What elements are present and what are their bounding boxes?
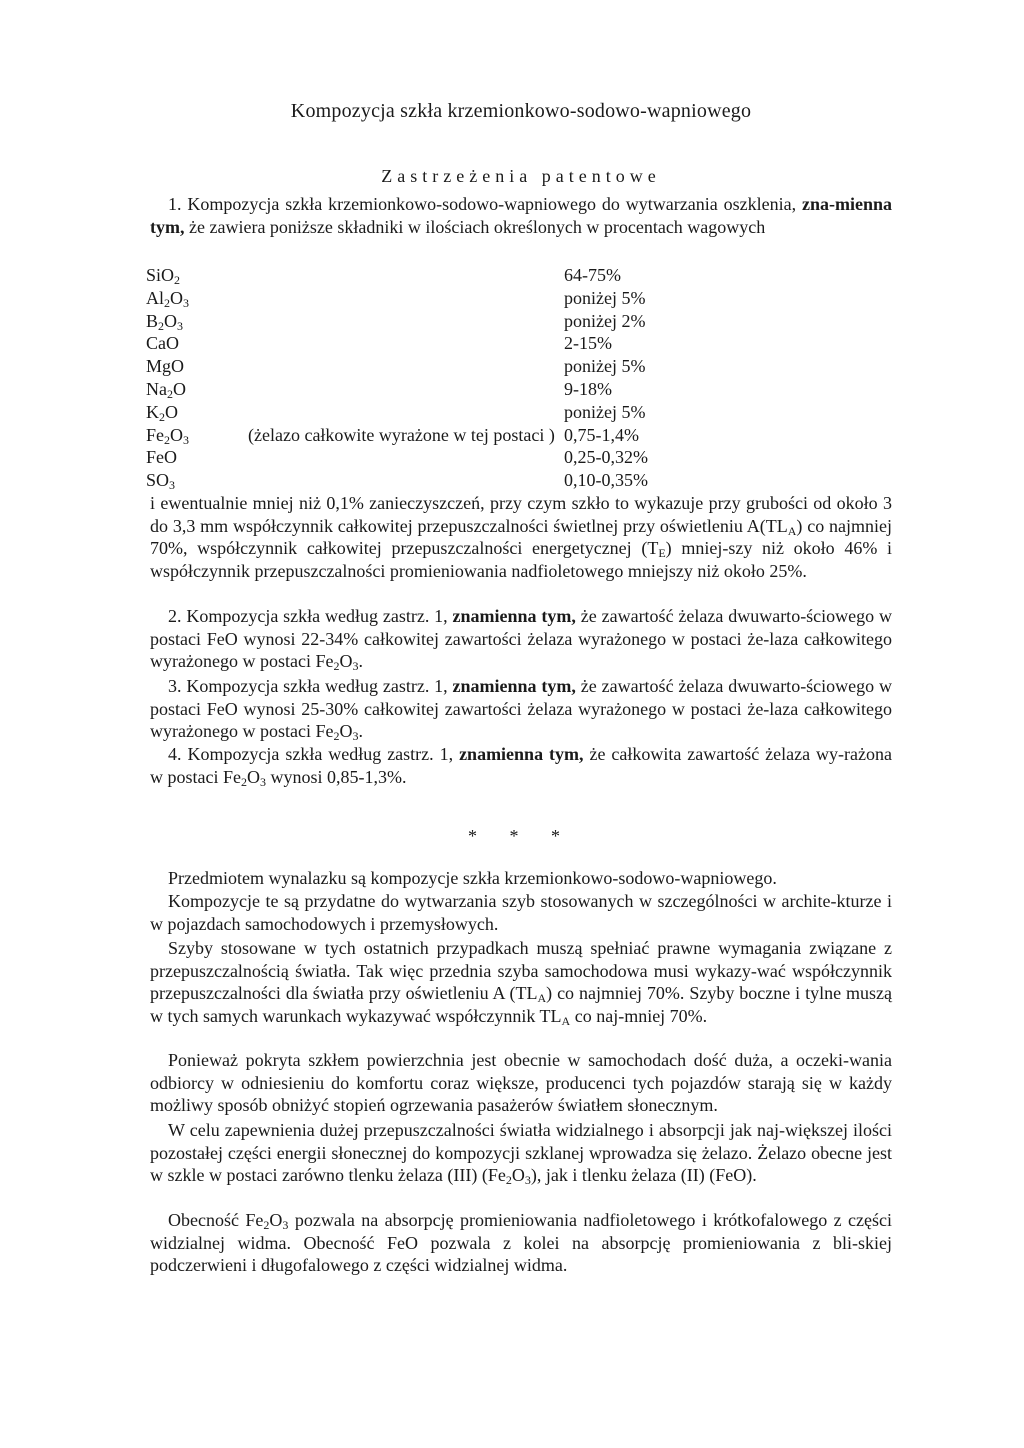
component-formula: $Fe_2O_3$	[146, 424, 189, 447]
claim-4: 4. Kompozycja szkła według zastrz. 1, znamienna tym, że całkowita zawartość żelaza wy-rażona w postaci $Fe_2O_3$ wynosi 0,85-1,3%.	[150, 744, 893, 789]
component-formula: $SO_3$	[146, 470, 176, 493]
composition-row	[146, 264, 892, 287]
claim-1-properties: i ewentualnie mniej niż 0,1% zanieczyszczeń, przy czym szkło to wykazuje przy grubości od około 3 do 3,3 mm współczynnik całkowitej przepuszczalności świetlnej przy oświetleniu $A(TL_A)$ co najmniej 70%, współczynnik całkowitej przepuszczalności energetycznej $(T_E)$ mniej-szy niż około 46% i współczynnik przepuszczalności promieniowania nadfioletowego mniejszy niż około 25%.	[150, 493, 892, 581]
claim-3: 3. Kompozycja szkła według zastrz. 1, znamienna tym, że zawartość żelaza dwuwarto-ściowego w postaci FeO wynosi 25-30% całkowitej zawartości żelaza wyrażonego w postaci że-laza całkowitego wyrażonego w postaci $Fe_2O_3$.	[150, 676, 893, 743]
component-value: 0,75-1,4%	[564, 424, 639, 445]
composition-row	[146, 332, 892, 355]
component-formula: FeO	[146, 447, 177, 468]
document-title: Kompozycja szkła krzemionkowo-sodowo-wapniowego	[290, 100, 752, 122]
component-formula: CaO	[146, 333, 179, 354]
component-formula: MgO	[146, 356, 185, 377]
component-value: 9-18%	[564, 378, 612, 399]
composition-row	[146, 446, 892, 469]
claim-2: 2. Kompozycja szkła według zastrz. 1, znamienna tym, że zawartość żelaza dwuwarto-ściowego w postaci FeO wynosi 22-34% całkowitej zawartości żelaza wyrażonego w postaci że-laza całkowitego wyrażonego w postaci $Fe_2O_3$.	[150, 606, 893, 673]
description-paragraph: Kompozycje te są przydatne do wytwarzania szyb stosowanych w szczególności w archite-kturze i w pojazdach samochodowych i przemysłowych.	[150, 891, 892, 934]
component-formula: SiO$_2$	[146, 265, 181, 287]
description-paragraph: Ponieważ pokryta szkłem powierzchnia jest obecnie w samochodach dość duża, a oczeki-wania odbiorcy w odniesieniu do komfortu coraz większe, producenci tych pojazdów starają się w każdy możliwy sposób obniżyć stopień ogrzewania pasażerów światłem słonecznym.	[150, 1050, 892, 1115]
section-separator: * * *	[468, 826, 574, 846]
component-value: 0,25-0,32%	[564, 447, 648, 468]
description-paragraph: Szyby stosowane w tych ostatnich przypadkach muszą spełniać prawne wymagania związane z przepuszczalnością światła. Tak więc przednia szyba samochodowa musi wykazy-wać współczynnik przepuszczalności dla światła przy oświetleniu A $(TL_A)$ co najmniej 70%. Szyby boczne i tylne muszą w tych samych warunkach wykazywać współczynnik $TL_A$ co naj-mniej 70%.	[150, 938, 893, 1028]
component-formula: $Al_2O_3$	[146, 287, 189, 310]
composition-row	[146, 469, 892, 493]
component-value: poniżej 5%	[564, 287, 646, 308]
component-note: (żelazo całkowite wyrażone w tej postaci )	[248, 424, 555, 445]
composition-row	[146, 424, 892, 447]
claim-1-intro: 1. Kompozycja szkła krzemionkowo-sodowo-wapniowego do wytwarzania oszklenia, zna-mienna tym, że zawiera poniższe składniki w ilościach określonych w procentach wagowych	[150, 194, 893, 237]
composition-table	[146, 264, 892, 493]
composition-row	[146, 401, 892, 424]
description-paragraph: W celu zapewnienia dużej przepuszczalności światła widzialnego i absorpcji jak naj-większej ilości pozostałej części energii słonecznej do kompozycji szklanej wprowadza się żelazo. Żelazo obecne jest w szkle w postaci zarówno tlenku żelaza (III) $(Fe_2O_3)$, jak i tlenku żelaza (II) (FeO).	[150, 1120, 892, 1187]
composition-row	[146, 310, 892, 333]
component-value: 64-75%	[564, 265, 621, 285]
component-formula: $Na_2O$	[146, 378, 186, 401]
component-value: poniżej 5%	[564, 401, 646, 422]
component-formula: $K_2O$	[146, 401, 178, 424]
component-value: poniżej 5%	[564, 356, 646, 377]
composition-row	[146, 287, 892, 310]
composition-row	[146, 378, 892, 401]
section-heading: Zastrzeżenia patentowe	[381, 166, 661, 186]
component-value: 0,10-0,35%	[564, 470, 648, 491]
component-value: 2-15%	[564, 333, 612, 354]
composition-row	[146, 355, 892, 378]
component-formula: $B_2O_3$	[146, 310, 184, 333]
description-paragraph: Przedmiotem wynalazku są kompozycje szkła krzemionkowo-sodowo-wapniowego.	[168, 868, 777, 888]
description-paragraph: Obecność $Fe_2O_3$ pozwala na absorpcję promieniowania nadfioletowego i krótkofalowego z części widzialnej widma. Obecność FeO pozwala z kolei na absorpcję promieniowania z bli-skiej podczerwieni i długofalowego z części widzialnej widma.	[150, 1210, 893, 1275]
component-value: poniżej 2%	[564, 310, 646, 331]
